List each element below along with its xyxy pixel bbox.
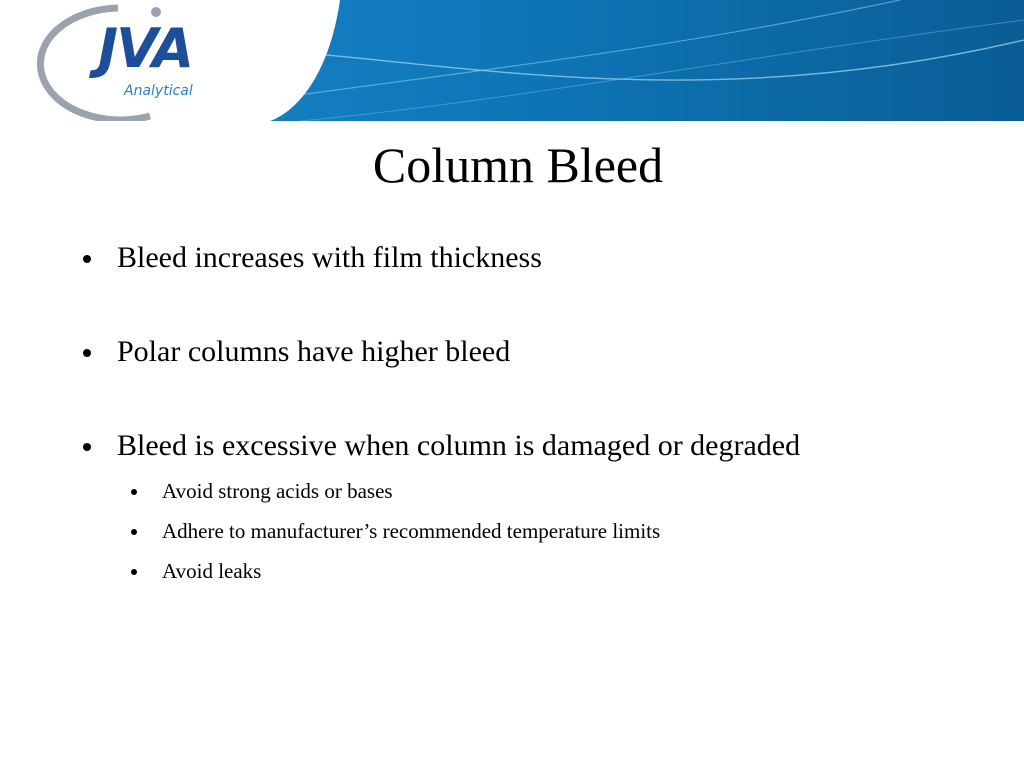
logo-brand: JVA <box>98 17 193 80</box>
logo-tagline: Analytical <box>124 83 193 99</box>
bullet-text: Polar columns have higher bleed <box>117 335 511 368</box>
sub-bullet-text: Avoid leaks <box>162 559 262 583</box>
bullet-dot-icon <box>83 443 91 451</box>
bullet-dot-icon <box>83 255 91 263</box>
bullet-text: Bleed is excessive when column is damaged or degraded <box>117 429 801 462</box>
sub-bullet-dot-icon <box>131 489 137 495</box>
sub-bullet-dot-icon <box>131 529 137 535</box>
slide-title: Column Bleed <box>372 137 664 193</box>
sub-bullet-text: Avoid strong acids or bases <box>162 479 393 503</box>
sub-bullet-dot-icon <box>131 569 137 575</box>
bullet-dot-icon <box>83 349 91 357</box>
sub-bullet-text: Adhere to manufacturer’s recommended temperature limits <box>162 519 661 543</box>
bullet-text: Bleed increases with film thickness <box>117 241 542 274</box>
